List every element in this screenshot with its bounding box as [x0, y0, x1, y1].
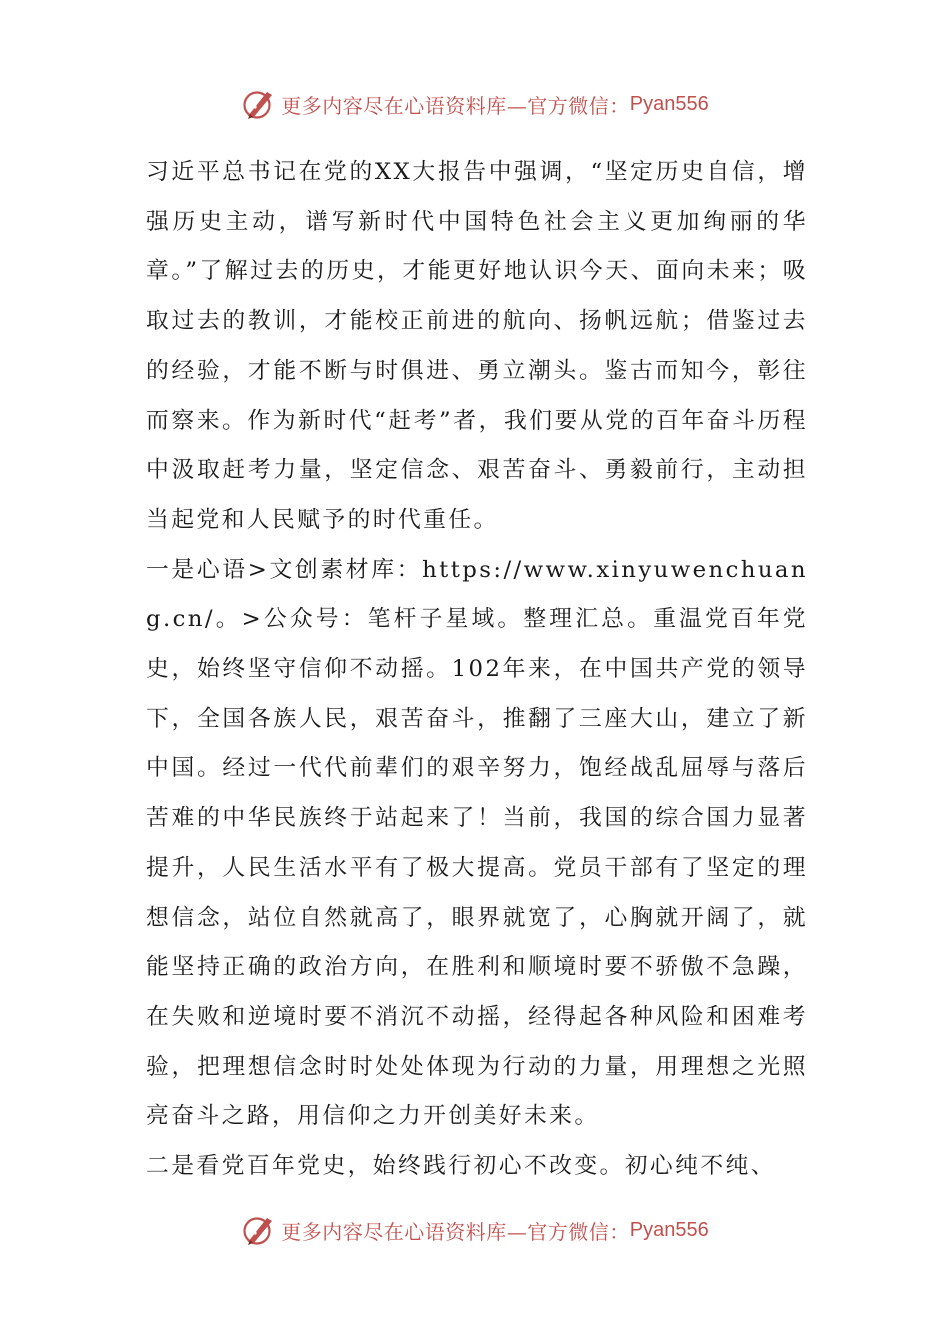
- header-wechat-id: Pyan556: [629, 92, 709, 115]
- pen-logo-icon: [241, 86, 277, 122]
- paragraph-intro: 习近平总书记在党的XX大报告中强调，“坚定历史自信，增强历史主动，谱写新时代中国特色社会主义更加绚丽的华章。”了解过去的历史，才能更好地认识今天、面向未来；吸取过去的教训，才能校正前进的航向、扬帆远航；借鉴过去的经验，才能不断与时俱进、勇立潮头。鉴古而知今，彰往而察来。作为新时代“赶考”者，我们要从党的百年奋斗历程中汲取赶考力量，坚定信念、艰苦奋斗、勇毅前行，主动担当起党和人民赋予的时代重任。: [146, 159, 808, 533]
- paragraph-point-one: 一是心语>文创素材库：https://www.xinyuwenchuang.cn/。>公众号：笔杆子星域。整理汇总。重温党百年党史，始终坚守信仰不动摇。102年来，在中国共产党的领导下，全国各族人民，艰苦奋斗，推翻了三座大山，建立了新中国。经过一代代前辈们的艰辛努力，饱经战乱屈辱与落后苦难的中华民族终于站起来了！当前，我国的综合国力显著提升，人民生活水平有了极大提高。党员干部有了坚定的理想信念，站位自然就高了，眼界就宽了，心胸就开阔了，就能坚持正确的政治方向，在胜利和顺境时要不骄傲不急躁，在失败和逆境时要不消沉不动摇，经得起各种风险和困难考验，把理想信念时时处处体现为行动的力量，用理想之光照亮奋斗之路，用信仰之力开创美好未来。: [146, 556, 808, 1130]
- header-brand-text: 更多内容尽在心语资料库—官方微信：: [281, 93, 630, 118]
- header-banner: [0, 84, 950, 124]
- pen-logo-icon: [241, 1212, 277, 1248]
- footer-wechat-id: Pyan556: [629, 1218, 709, 1241]
- paragraph-point-two: 二是看党百年党史，始终践行初心不改变。初心纯不纯、: [146, 1153, 776, 1180]
- footer-banner: [0, 1210, 950, 1250]
- document-body: [146, 148, 808, 1192]
- footer-brand-text: 更多内容尽在心语资料库—官方微信：: [281, 1219, 630, 1244]
